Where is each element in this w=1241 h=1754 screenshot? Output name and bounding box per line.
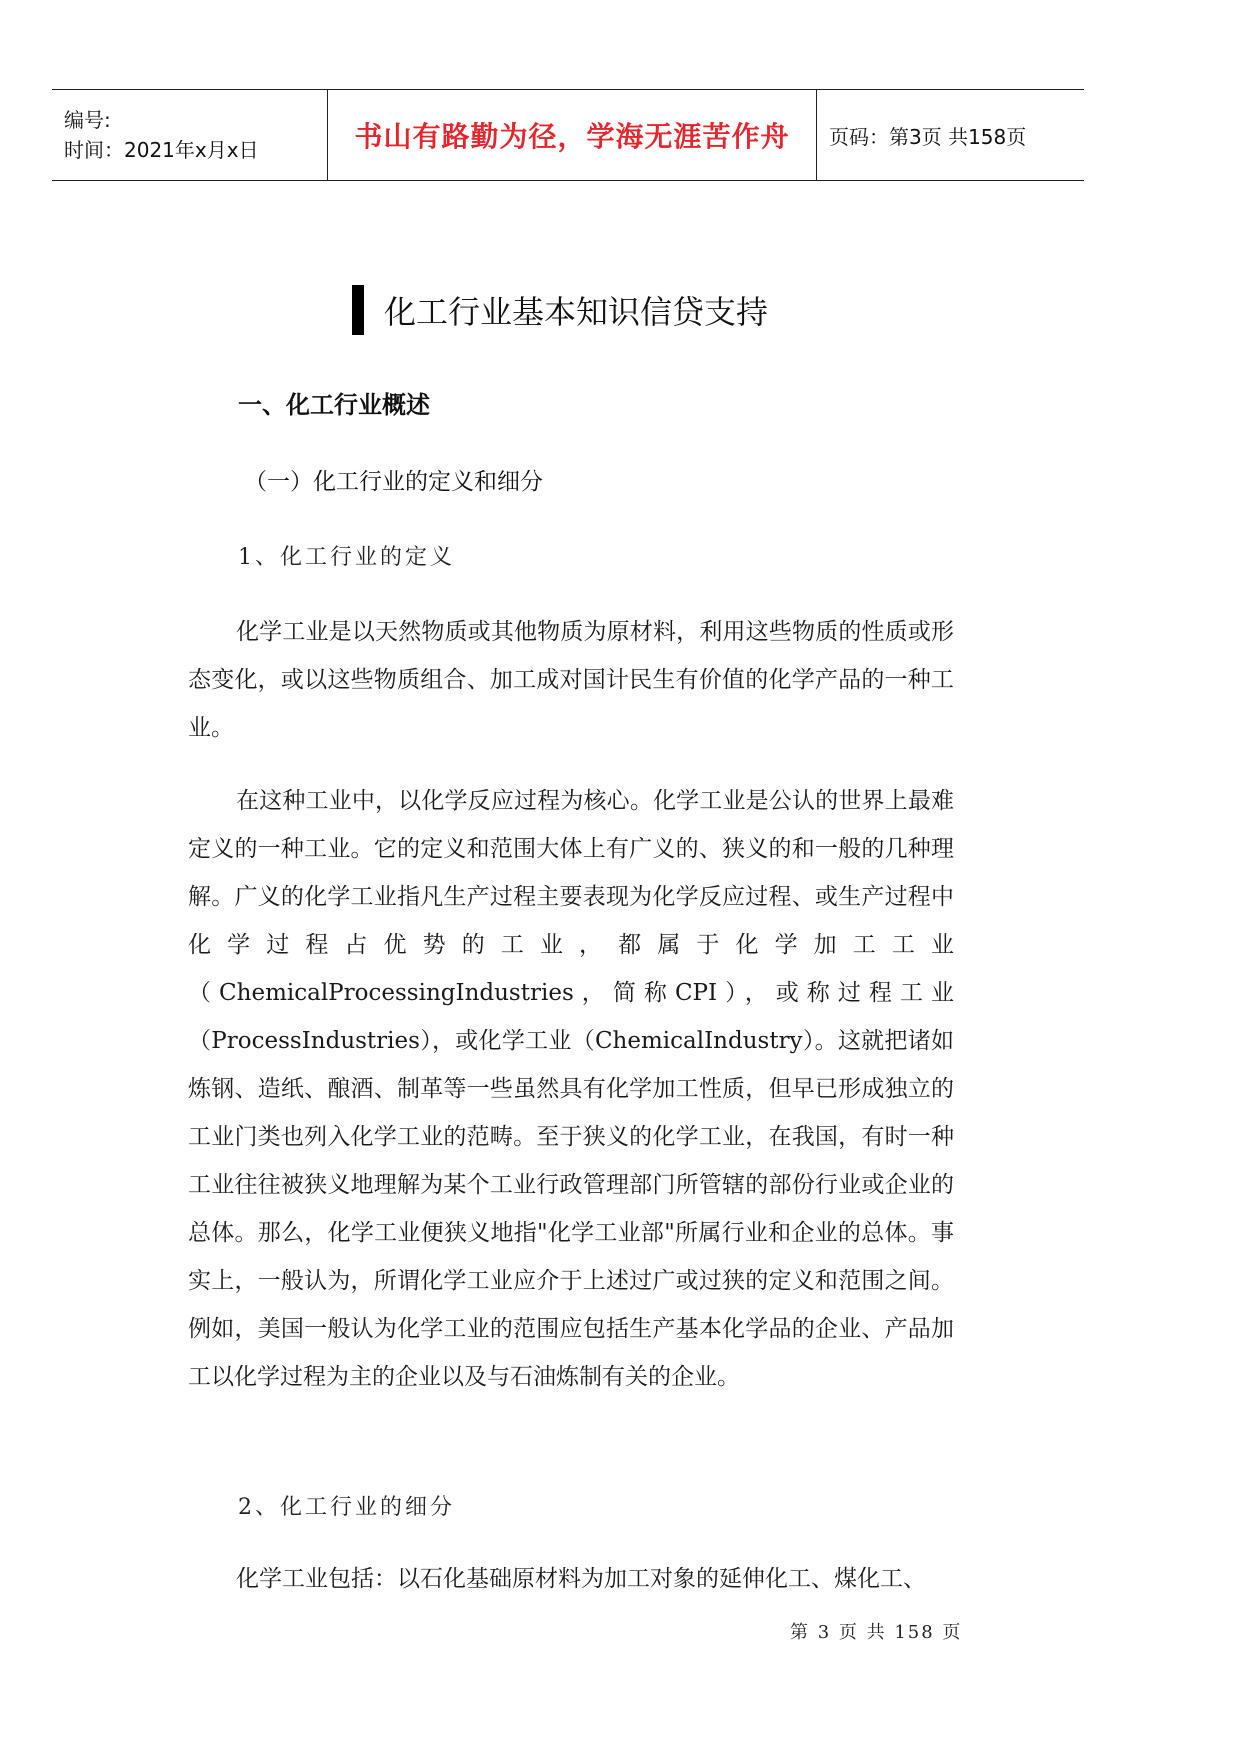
time-label: 时间：2021年x月x日: [64, 138, 259, 162]
item-heading-definition: 1、化工行业的定义: [238, 545, 455, 570]
document-header: [52, 89, 1084, 181]
number-label: 编号:: [64, 108, 111, 132]
paragraph-subdivision: 化学工业包括：以石化基础原材料为加工对象的延伸化工、煤化工、: [236, 1566, 926, 1592]
header-meta: [52, 90, 328, 181]
paragraph-definition: 化学工业是以天然物质或其他物质为原材料，利用这些物质的性质或形态变化，或以这些物质组合、加工成对国计民生有价值的化学产品的一种工业。: [188, 619, 954, 741]
document-title: [352, 285, 768, 335]
subsection-heading: （一）化工行业的定义和细分: [244, 469, 543, 495]
paragraph-detail: 在这种工业中，以化学反应过程为核心。化学工业是公认的世界上最难定义的一种工业。它的定义和范围大体上有广义的、狭义的和一般的几种理解。广义的化学工业指凡生产过程主要表现为化学反应过程、或生产过程中化学过程占优势的工业，都属于化学加工工业（ChemicalProcessingIndustries，简称CPI），或称过程工业（ProcessIndustries），或化学工业（ChemicalIndustry）。这就把诸如炼钢、造纸、酿酒、制革等一些虽然具有化学加工性质，但早已形成独立的工业门类也列入化学工业的范畴。至于狭义的化学工业，在我国，有时一种工业往往被狭义地理解为某个工业行政管理部门所管辖的部份行业或企业的总体。那么，化学工业便狭义地指"化学工业部"所属行业和企业的总体。事实上，一般认为，所谓化学工业应介于上述过广或过狭的定义和范围之间。例如，美国一般认为化学工业的范围应包括生产基本化学品的企业、产品加工以化学过程为主的企业以及与石油炼制有关的企业。: [188, 788, 954, 1390]
title-marker-bar: [352, 285, 364, 335]
header-motto: 书山有路勤为径，学海无涯苦作舟: [328, 90, 817, 181]
document-title-text: 化工行业基本知识信贷支持: [384, 293, 769, 331]
page-footer: 第 3 页 共 158 页: [790, 1622, 963, 1643]
item-heading-subdivision: 2、化工行业的细分: [238, 1495, 455, 1520]
section-heading: 一、化工行业概述: [238, 391, 430, 419]
header-page-info: 页码：第3页 共158页: [817, 90, 1085, 181]
